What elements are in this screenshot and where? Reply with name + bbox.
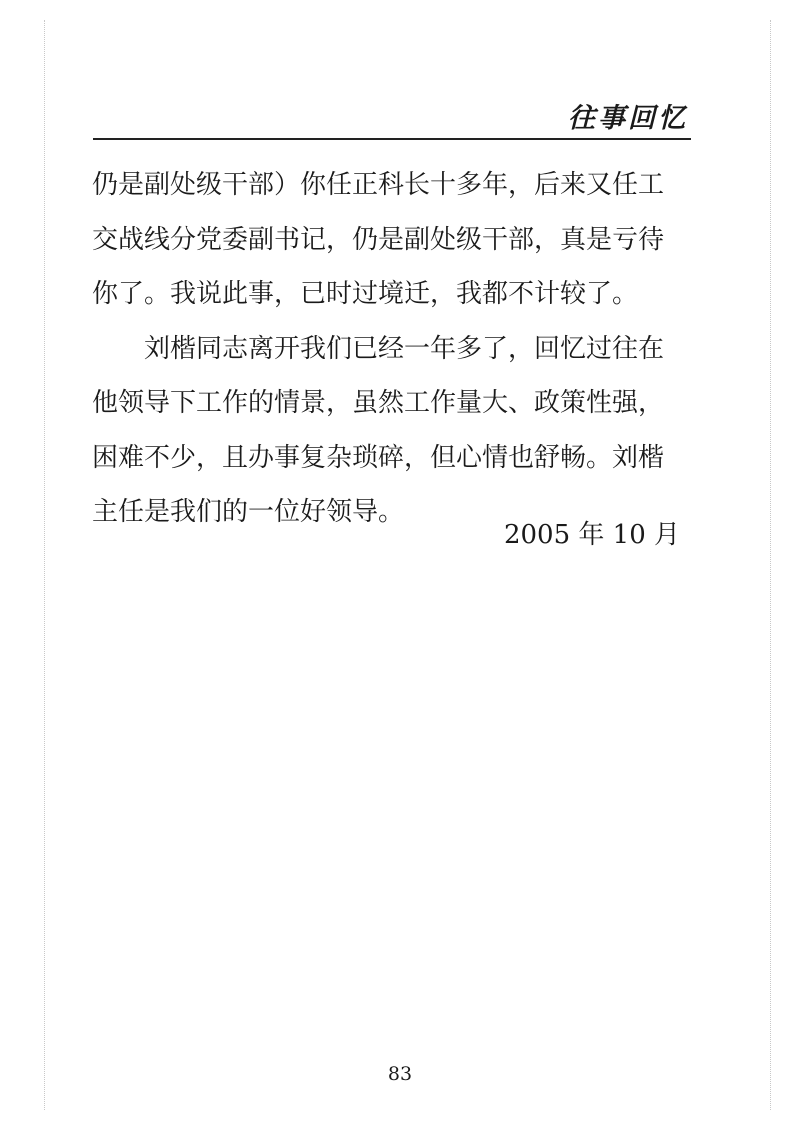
text-line: 他领导下工作的情景，虽然工作量大、政策性强， xyxy=(92,388,665,418)
text-line: 困难不少，且办事复杂琐碎，但心情也舒畅。刘楷 xyxy=(92,442,665,473)
text-line: 主任是我们的一位好领导。 xyxy=(92,497,405,527)
paragraph-1 xyxy=(92,158,692,322)
running-head: 往事回忆 xyxy=(568,103,688,134)
text-line: 你了。我说此事，已时过境迁，我都不计较了。 xyxy=(92,279,639,309)
scan-edge-right xyxy=(770,20,771,1110)
signature-date: 2005 年 10 月 xyxy=(503,520,680,550)
body-text xyxy=(92,158,692,540)
header-rule xyxy=(93,138,691,140)
page-number: 83 xyxy=(387,1063,413,1085)
text-line: 交战线分党委副书记，仍是副处级干部，真是亏待 xyxy=(92,224,665,255)
paragraph-2 xyxy=(92,322,692,540)
text-line: 仍是副处级干部）你任正科长十多年，后来又任工 xyxy=(92,170,665,200)
text-line: 刘楷同志离开我们已经一年多了，回忆过往在 xyxy=(144,333,665,364)
scan-edge-left xyxy=(44,20,45,1110)
